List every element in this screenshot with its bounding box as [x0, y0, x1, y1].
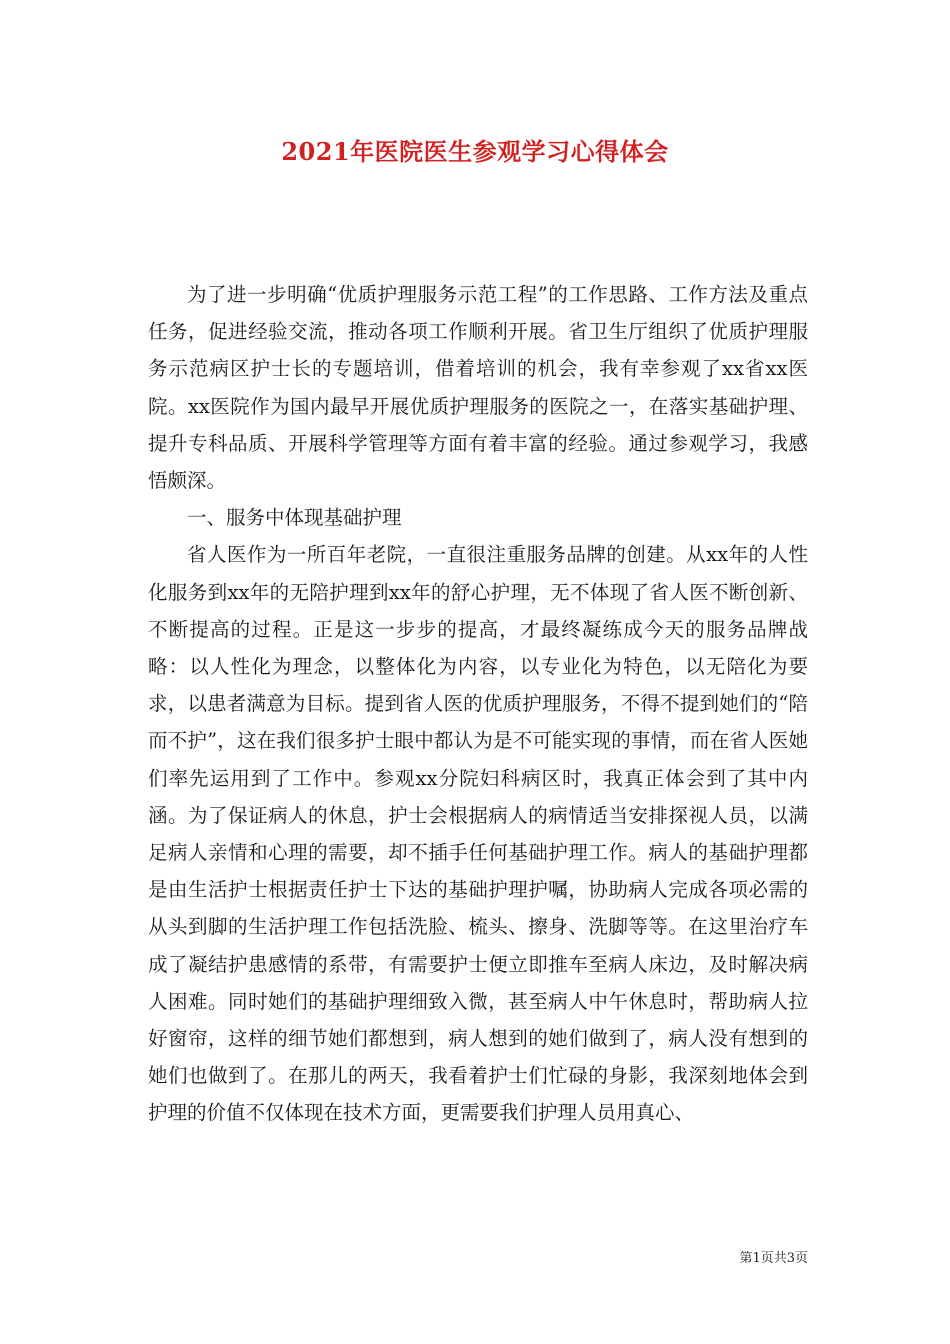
body-paragraph: 省人医作为一所百年老院，一直很注重服务品牌的创建。从xx年的人性化服务到xx年的无陪护理到xx年的舒心护理，无不体现了省人医不断创新、不断提高的过程。正是这一步步的提高，才最终凝练成今天的服务品牌战略：以人性化为理念，以整体化为内容，以专业化为特色，以无陪化为要求，以患者满意为目标。提到省人医的优质护理服务，不得不提到她们的“陪而不护”，这在我们很多护士眼中都认为是不可能实现的事情，而在省人医她们率先运用到了工作中。参观xx分院妇科病区时，我真正体会到了其中内涵。为了保证病人的休息，护士会根据病人的病情适当安排探视人员，以满足病人亲情和心理的需要，却不插手任何基础护理工作。病人的基础护理都是由生活护士根据责任护士下达的基础护理护嘱，协助病人完成各项必需的从头到脚的生活护理工作包括洗脸、梳头、擦身、洗脚等等。在这里治疗车成了凝结护患感情的系带，有需要护士便立即推车至病人床边，及时解决病人困难。同时她们的基础护理细致入微，甚至病人中午休息时，帮助病人拉好窗帘，这样的细节她们都想到，病人想到的她们做到了，病人没有想到的她们也做到了。在那儿的两天，我看着护士们忙碌的身影，我深刻地体会到护理的价值不仅体现在技术方面，更需要我们护理人员用真心、	[148, 543, 808, 1125]
intro-paragraph: 为了进一步明确“优质护理服务示范工程”的工作思路、工作方法及重点任务，促进经验交流，推动各项工作顺利开展。省卫生厅组织了优质护理服务示范病区护士长的专题培训，借着培训的机会，我有幸参观了xx省xx医院。xx医院作为国内最早开展优质护理服务的医院之一，在落实基础护理、提升专科品质、开展科学管理等方面有着丰富的经验。通过参观学习，我感悟颇深。	[148, 283, 808, 493]
document-title: 2021年医院医生参观学习心得体会	[281, 137, 669, 166]
page-number: 第1页共3页	[739, 1251, 808, 1266]
document-body	[148, 276, 808, 1132]
section-heading: 一、服务中体现基础护理	[187, 506, 402, 530]
